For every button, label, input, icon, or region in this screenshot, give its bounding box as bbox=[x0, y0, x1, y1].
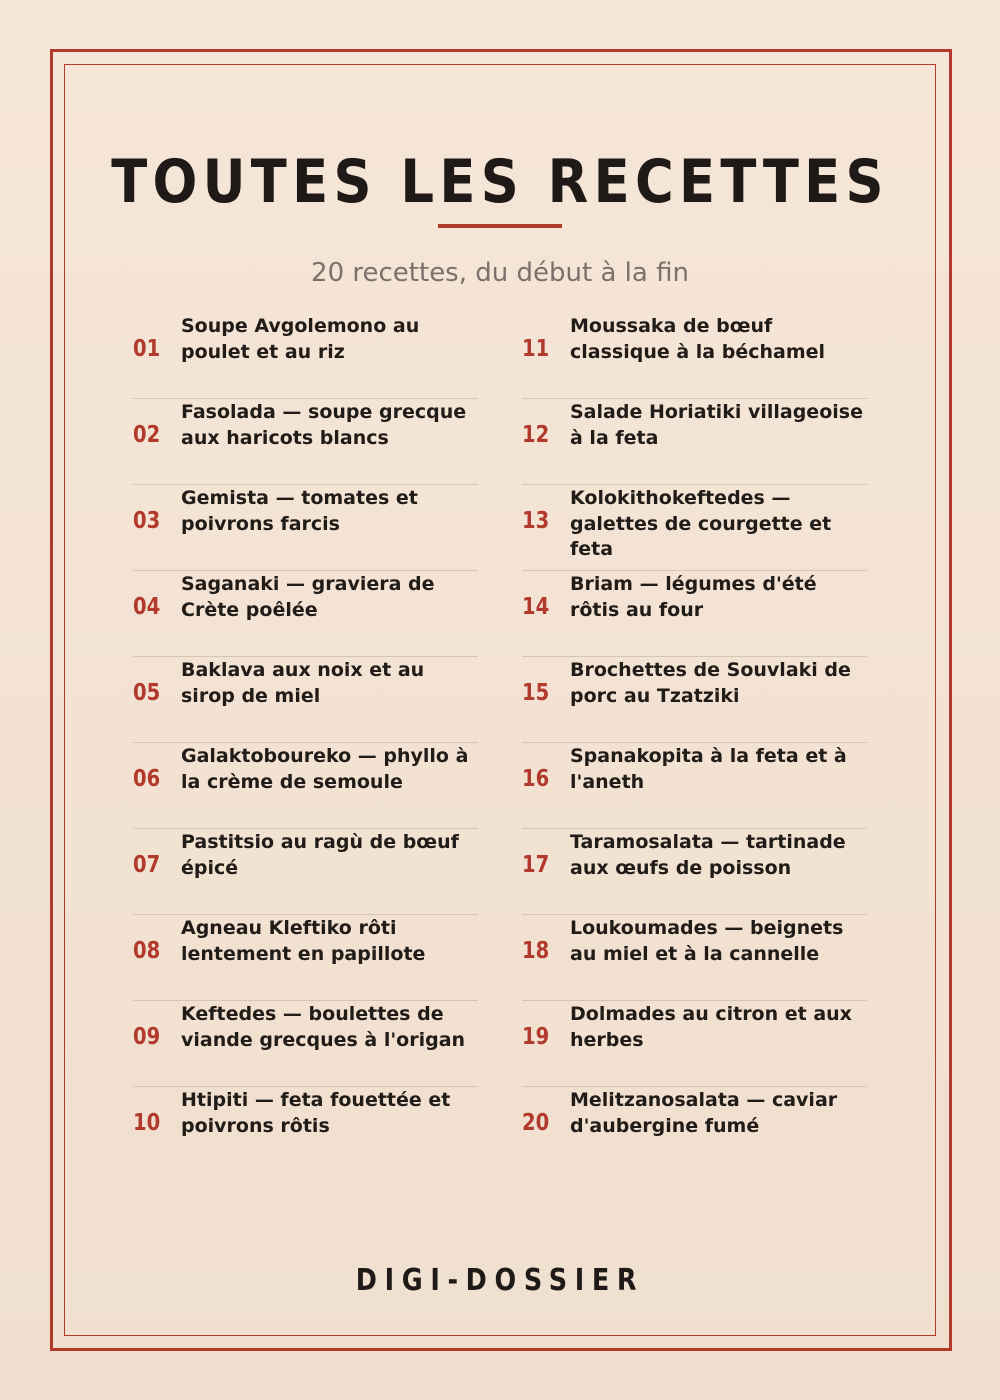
recipe-number: 13 bbox=[522, 508, 550, 534]
recipe-title: Fasolada — soupe grecque aux haricots blancs bbox=[181, 401, 467, 449]
recipe-number: 01 bbox=[133, 336, 161, 362]
recipe-title: Pastitsio au ragù de bœuf épicé bbox=[181, 831, 459, 879]
recipe-number: 12 bbox=[522, 422, 550, 448]
recipe-number: 14 bbox=[522, 594, 550, 620]
recipe-title: Kolokithokeftedes — galettes de courgette et feta bbox=[570, 487, 832, 560]
recipe-number: 03 bbox=[133, 508, 161, 534]
recipe-number: 09 bbox=[133, 1024, 161, 1050]
recipe-item[interactable] bbox=[522, 656, 867, 742]
recipe-number: 18 bbox=[522, 938, 550, 964]
recipe-number: 02 bbox=[133, 422, 161, 448]
recipe-title: Keftedes — boulettes de viande grecques à l'origan bbox=[181, 1003, 466, 1051]
recipe-title: Gemista — tomates et poivrons farcis bbox=[181, 487, 418, 535]
recipe-item[interactable] bbox=[133, 914, 478, 1000]
recipe-title: Melitzanosalata — caviar d'aubergine fumé bbox=[570, 1089, 838, 1137]
recipe-item[interactable] bbox=[522, 914, 867, 1000]
recipe-item[interactable] bbox=[133, 742, 478, 828]
page-title: TOUTES LES RECETTES bbox=[111, 147, 889, 217]
recipe-number: 04 bbox=[133, 594, 161, 620]
recipe-item[interactable] bbox=[522, 484, 867, 570]
recipe-number: 20 bbox=[522, 1110, 550, 1136]
recipe-number: 19 bbox=[522, 1024, 550, 1050]
brand-footer: DIGI-DOSSIER bbox=[355, 1263, 645, 1298]
recipe-title: Moussaka de bœuf classique à la béchamel bbox=[570, 315, 826, 363]
recipe-item[interactable] bbox=[133, 656, 478, 742]
recipe-item[interactable] bbox=[522, 312, 867, 398]
recipe-title: Taramosalata — tartinade aux œufs de poisson bbox=[570, 831, 846, 879]
recipe-number: 06 bbox=[133, 766, 161, 792]
recipe-title: Spanakopita à la feta et à l'aneth bbox=[570, 745, 847, 793]
recipe-title: Brochettes de Souvlaki de porc au Tzatziki bbox=[570, 659, 851, 707]
recipe-item[interactable] bbox=[522, 828, 867, 914]
recipe-number: 10 bbox=[133, 1110, 161, 1136]
recipe-item[interactable] bbox=[133, 484, 478, 570]
recipe-title: Htipiti — feta fouettée et poivrons rôtis bbox=[181, 1089, 451, 1137]
recipe-title: Loukoumades — beignets au miel et à la cannelle bbox=[570, 917, 844, 965]
recipe-column-right bbox=[522, 312, 867, 1172]
recipe-title: Soupe Avgolemono au poulet et au riz bbox=[181, 315, 420, 363]
recipe-title: Baklava aux noix et au sirop de miel bbox=[181, 659, 425, 707]
recipe-number: 05 bbox=[133, 680, 161, 706]
recipe-title: Saganaki — graviera de Crète poêlée bbox=[181, 573, 435, 621]
recipe-item[interactable] bbox=[522, 742, 867, 828]
recipe-item[interactable] bbox=[133, 828, 478, 914]
recipe-item[interactable] bbox=[522, 398, 867, 484]
recipe-item[interactable] bbox=[522, 570, 867, 656]
recipe-item[interactable] bbox=[522, 1086, 867, 1172]
recipe-item[interactable] bbox=[133, 1086, 478, 1172]
recipe-item[interactable] bbox=[133, 312, 478, 398]
recipe-number: 17 bbox=[522, 852, 550, 878]
recipe-number: 15 bbox=[522, 680, 550, 706]
recipe-number: 07 bbox=[133, 852, 161, 878]
recipe-title: Salade Horiatiki villageoise à la feta bbox=[570, 401, 863, 449]
recipe-number: 11 bbox=[522, 336, 550, 362]
recipe-number: 16 bbox=[522, 766, 550, 792]
recipe-number: 08 bbox=[133, 938, 161, 964]
recipe-item[interactable] bbox=[133, 398, 478, 484]
title-underline bbox=[438, 224, 562, 228]
recipe-item[interactable] bbox=[133, 570, 478, 656]
recipe-item[interactable] bbox=[133, 1000, 478, 1086]
recipe-title: Agneau Kleftiko rôti lentement en papillote bbox=[181, 917, 426, 965]
recipe-item[interactable] bbox=[522, 1000, 867, 1086]
recipe-title: Briam — légumes d'été rôtis au four bbox=[570, 573, 817, 621]
recipe-title: Dolmades au citron et aux herbes bbox=[570, 1003, 852, 1051]
recipe-column-left bbox=[133, 312, 478, 1172]
recipe-title: Galaktoboureko — phyllo à la crème de semoule bbox=[181, 745, 469, 793]
page-subtitle: 20 recettes, du début à la fin bbox=[311, 258, 689, 288]
